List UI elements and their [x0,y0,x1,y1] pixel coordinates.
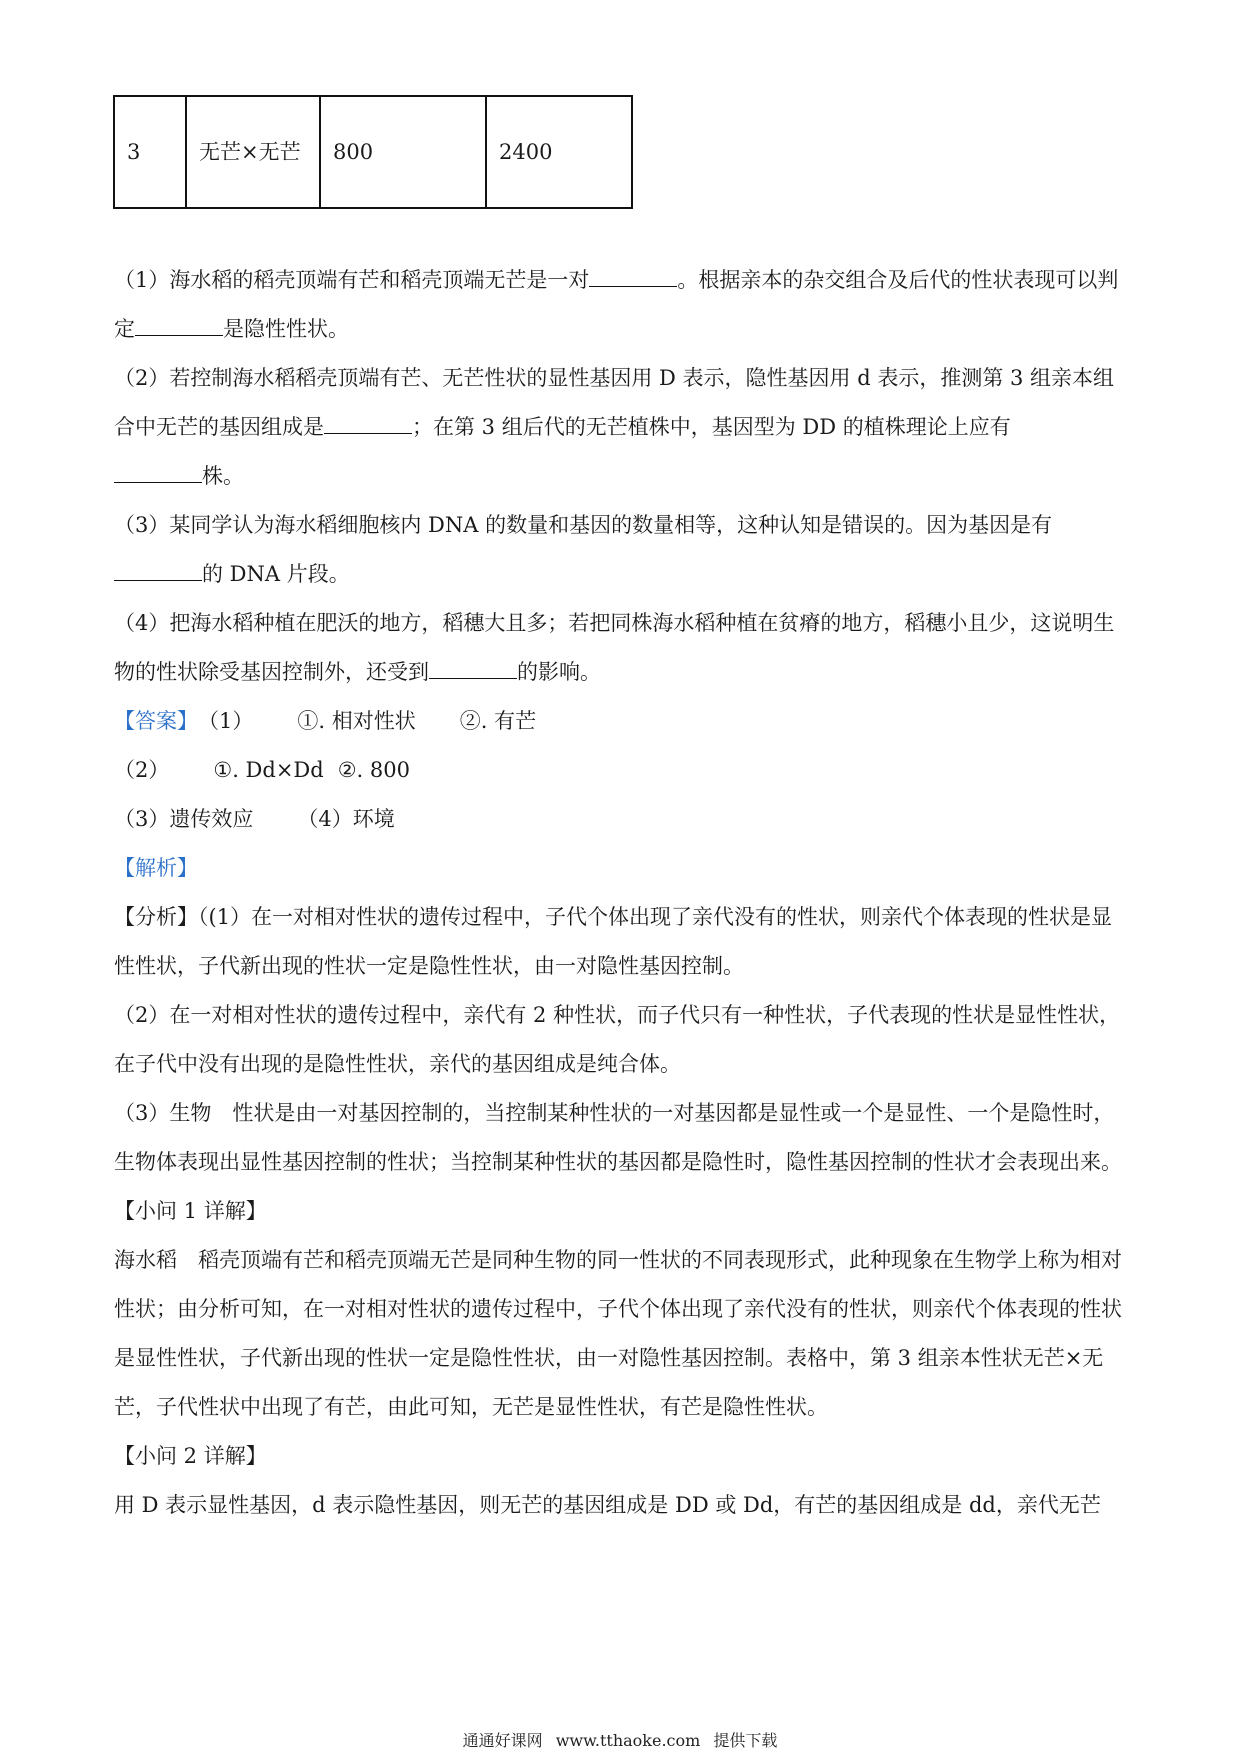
footer-site: 通通好课网 [462,1731,543,1750]
offspring-awnless-cell: 2400 [486,96,632,208]
subquestion-1-text: 海水稻 稻壳顶端有芒和稻壳顶端无芒是同种生物的同一性状的不同表现形式，此种现象在生物学上称为相对性状；由分析可知，在一对相对性状的遗传过程中，子代个体出现了亲代没有的性状，则亲代个体表现的性状是显性性状，子代新出现的性状一定是隐性性状，由一对隐性基因控制。表格中，第 3 组亲本性状无芒×无芒，子代性状中出现了有芒，由此可知，无芒是显性性状，有芒是隐性性状。 [114,1248,1122,1419]
table-row [114,96,632,208]
parent-cross-cell: 无芒×无芒 [186,96,320,208]
question-4: （4）把海水稻种植在肥沃的地方，稻穗大且多；若把同株海水稻种植在贫瘠的地方，稻穗小且少，这说明生物的性状除受基因控制外，还受到 的影响。 [114,611,1115,684]
subquestion-2-text: 用 D 表示显性基因，d 表示隐性基因，则无芒的基因组成是 DD 或 Dd，有芒的基因组成是 dd，亲代无芒 [114,1493,1101,1517]
answer-blank [589,266,677,287]
question-3: （3）某同学认为海水稻细胞核内 DNA 的数量和基因的数量相等，这种认知是错误的。因为基因是有 的 DNA 片段。 [114,513,1053,586]
offspring-awned-cell: 800 [320,96,486,208]
analysis-paragraph-2: （2）在一对相对性状的遗传过程中，亲代有 2 种性状，而子代只有一种性状，子代表现的性状是显性性状，在子代中没有出现的是隐性性状，亲代的基因组成是纯合体。 [114,1003,1121,1076]
subquestion-2-heading: 【小问 2 详解】 [114,1444,267,1468]
answer-line-3: （3）遗传效应 （4）环境 [114,807,395,831]
answer-line-2: （2） ①. Dd×Dd ②. 800 [114,758,410,782]
analysis-heading: 【解析】 [114,856,198,880]
page-footer [0,1728,1240,1751]
analysis-paragraph-1: 【分析】（(1）在一对相对性状的遗传过程中，子代个体出现了亲代没有的性状，则亲代个体表现的性状是显性性状，子代新出现的性状一定是隐性性状，由一对隐性基因控制。 [114,905,1113,978]
group-number-cell: 3 [114,96,186,208]
answer-blank [429,658,517,679]
question-2: （2）若控制海水稻稻壳顶端有芒、无芒性状的显性基因用 D 表示，隐性基因用 d 表示，推测第 3 组亲本组合中无芒的基因组成是 ；在第 3 组后代的无芒植株中，基因型为 DD 的植株理论上应有 株。 [114,366,1115,488]
analysis-paragraph-3: （3）生物 性状是由一对基因控制的，当控制某种性状的一对基因都是显性或一个是显性、一个是隐性时，生物体表现出显性基因控制的性状；当控制某种性状的基因都是隐性时，隐性基因控制的性状才会表现出来。 [114,1101,1122,1174]
answer-line-1: 【答案】（1） ①. 相对性状 ②. 有芒 [114,697,1126,746]
footer-suffix: 提供下载 [713,1731,778,1750]
answer-blank [114,560,202,581]
cross-table [113,95,633,209]
answer-blank [135,315,223,336]
document-body [114,256,1126,1530]
footer-url[interactable]: www.tthaoke.com [555,1731,701,1750]
answer-tag: 【答案】 [114,709,198,733]
subquestion-1-heading: 【小问 1 详解】 [114,1199,267,1223]
answer-blank [114,462,202,483]
question-1: （1）海水稻的稻壳顶端有芒和稻壳顶端无芒是一对 。根据亲本的杂交组合及后代的性状表现可以判定 是隐性性状。 [114,268,1119,341]
answer-blank [324,413,412,434]
